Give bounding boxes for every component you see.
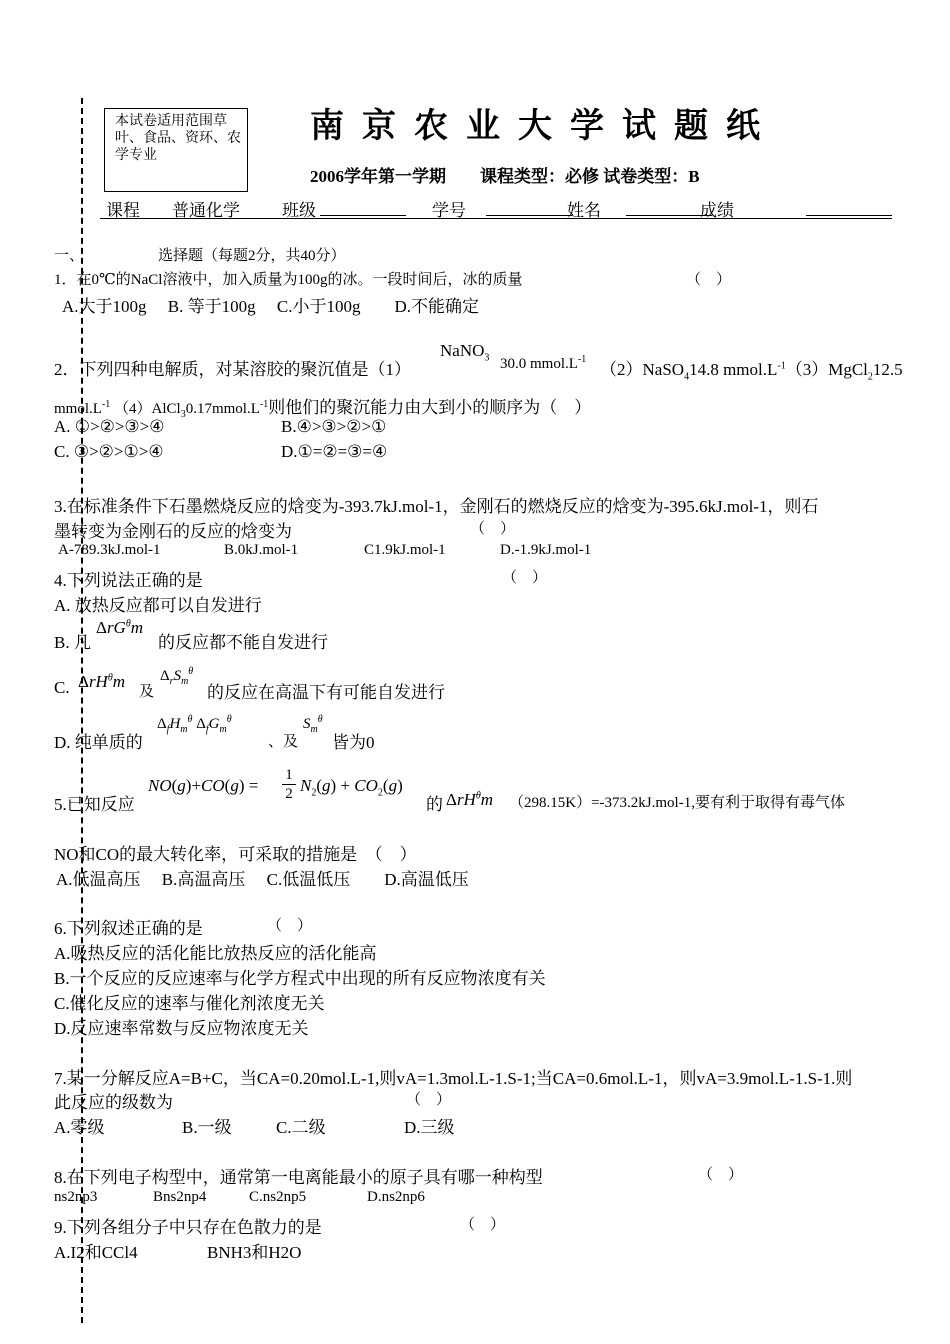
q3-option-c: C1.9kJ.mol-1 [364, 542, 446, 558]
q5-enthalpy-symbol: ΔrH$^\theta$m [446, 790, 494, 809]
q7-option-c: C.二级 [276, 1118, 326, 1137]
q4-option-c-suffix: 的反应在高温下有可能自发进行 [207, 683, 445, 702]
q9-answer-paren: （ ） [460, 1217, 506, 1233]
q8-answer-paren: （ ） [698, 1167, 744, 1183]
q4-option-b-suffix: 的反应都不能自发进行 [158, 633, 328, 652]
q7-stem-line1: 7.某一分解反应A=B+C，当CA=0.20mol.L-1,则vA=1.3mol.L-1.S-1;当CA=0.6mol.L-1，则vA=3.9mol.L-1.S-1.则 [54, 1069, 853, 1088]
q4-option-a: A. 放热反应都可以自发进行 [54, 596, 262, 615]
q2-nano3 [440, 341, 490, 364]
q4-option-d-and: 、及 [268, 734, 299, 750]
q3-option-b: B.0kJ.mol-1 [224, 542, 299, 558]
q6-answer-paren: （ ） [267, 918, 313, 934]
q5-stem-prefix: 5.已知反应 [54, 795, 135, 814]
q4-option-c-formula2: $\Delta_rS_m^\theta$ [160, 666, 194, 687]
q2-option-b: B.④>③>②>① [281, 417, 387, 436]
q5-options: A.低温高压 B.高温高压 C.低温低压 D.高温低压 [56, 870, 469, 889]
q2-conc3: 12.5 [872, 360, 903, 379]
q2-nano3-text: NaNO [440, 341, 485, 360]
q8-option-a: ns2np3 [54, 1189, 98, 1205]
q2-nano3-sub: 3 [484, 352, 490, 364]
q4-option-c-and: 及 [139, 684, 155, 700]
q8-option-b: Bns2np4 [153, 1189, 207, 1205]
q9-option-a: A.I2和CCl4 [54, 1243, 138, 1262]
class-field[interactable] [320, 215, 406, 216]
q7-option-d: D.三级 [404, 1118, 455, 1137]
class-label: 班级 [282, 201, 316, 220]
q2-option-d: D.①=②=③=④ [281, 442, 388, 461]
q4-answer-paren: （ ） [502, 570, 548, 586]
q4-option-b-formula: ΔrG$^\theta$m [96, 618, 144, 637]
q7-option-a: A.零级 [54, 1118, 105, 1137]
q5-equation-rhs: $N_2(g) + CO_2(g)$ [300, 776, 403, 799]
section-number: 一、 [54, 248, 85, 264]
q4-option-b-prefix: B. 凡 [54, 633, 91, 652]
name-label: 姓名 [567, 201, 601, 220]
student-id-field[interactable] [486, 215, 572, 216]
q3-stem-line2: 墨转变为金刚石的反应的焓变为 [54, 522, 292, 541]
q2-option-a: A. ①>②>③>④ [54, 417, 165, 436]
q9-stem: 9.下列各组分子中只存在色散力的是 [54, 1218, 322, 1237]
q4-stem: 4.下列说法正确的是 [54, 571, 203, 590]
q2-alcl3: （4）AlCl [114, 401, 181, 417]
q4-option-d-formula1: $\Delta_fH_m^\theta$ $\Delta_fG_m^\theta$ [157, 714, 232, 735]
q3-answer-paren: （ ） [470, 521, 516, 537]
q5-fraction: 1 2 [282, 766, 296, 803]
q2-unit: mmol.L [54, 401, 102, 417]
scope-box: 本试卷适用范围草叶、食品、资环、农学专业 [104, 108, 248, 192]
q5-equation: NO(g)+CO(g) = [148, 776, 259, 795]
q4-option-c-formula1: ΔrH$^\theta$m [78, 672, 126, 691]
q4-option-d-suffix: 皆为0 [332, 733, 375, 752]
q4-option-d-formula2: $S_m^\theta$ [303, 714, 323, 735]
q5-stem-de: 的 [426, 795, 443, 814]
q1-stem: 1．在0℃的NaCl溶液中，加入质量为100g的冰。一段时间后，冰的质量 [54, 272, 523, 288]
q2-stem-line2: $mmol.L^{-1}$ $(4)AlCl_30.17mmol.L^{-1}$则他们的聚沉能力由大到小的顺序为（ ） [54, 398, 592, 420]
header-rule [100, 218, 892, 219]
q5-stem-suffix: （298.15K）=-373.2kJ.mol-1,要有利于取得有毒气体 [509, 795, 845, 811]
q6-stem: 6.下列叙述正确的是 [54, 919, 203, 938]
q6-option-a: A.吸热反应的活化能比放热反应的活化能高 [54, 944, 377, 963]
q1-options: A.大于100g B. 等于100g C.小于100g D.不能确定 [62, 297, 479, 316]
q2-option-c: C. ③>②>①>④ [54, 442, 164, 461]
q7-answer-paren: （ ） [406, 1092, 452, 1108]
q2-naso4: （2）NaSO [600, 360, 685, 379]
q8-option-c: C.ns2np5 [249, 1189, 307, 1205]
q4-option-c-prefix: C. [54, 678, 70, 697]
q2-stem-part3: （2）NaSO$_4$14.8 $mmol.L^{-1}(3)MgCl_212.5$ [600, 360, 903, 383]
score-field[interactable] [806, 215, 892, 216]
q6-option-b: B.一个反应的反应速率与化学方程式中出现的所有反应物浓度有关 [54, 969, 546, 988]
q2-conc4: 0.17mmol.L [185, 401, 260, 417]
q1-answer-paren: （ ） [686, 272, 732, 288]
q7-option-b: B.一级 [182, 1118, 232, 1137]
course-label: 课程 [106, 201, 140, 220]
course-value: 普通化学 [172, 201, 240, 220]
q3-option-d: D.-1.9kJ.mol-1 [500, 542, 592, 558]
q4-option-d-prefix: D. 纯单质的 [54, 733, 143, 752]
q6-option-d: D.反应速率常数与反应物浓度无关 [54, 1019, 309, 1038]
q7-stem-line2: 此反应的级数为 [54, 1093, 173, 1112]
q2-conc2: 14.8 mmol.L [689, 360, 778, 379]
q3-stem-line1: 3.在标准条件下石墨燃烧反应的焓变为-393.7kJ.mol-1，金刚石的燃烧反应的焓变为-395.6kJ.mol-1，则石 [54, 497, 819, 516]
q3-option-a: A-789.3kJ.mol-1 [58, 542, 161, 558]
page-title: 南京农业大学试题纸 [310, 108, 778, 145]
student-id-label: 学号 [432, 201, 466, 220]
q8-option-d: D.ns2np6 [367, 1189, 425, 1205]
q5-stem-line2: NO和CO的最大转化率，可采取的措施是 （ ） [54, 845, 417, 864]
q2-stem-part1: 2．下列四种电解质，对某溶胶的聚沉值是（1） [54, 360, 411, 379]
q2-mgcl2: （3）MgCl [785, 360, 868, 379]
section-title: 选择题（每题2分，共40分） [158, 248, 346, 264]
q9-option-b: BNH3和H2O [207, 1243, 302, 1262]
q2-conc1: 30.0 mmol.L [500, 356, 578, 372]
q2-stem-part2: 30.0 $mmol.L^{-1}$ [500, 354, 587, 372]
exam-subtitle: 2006学年第一学期 课程类型：必修 试卷类型：B [310, 167, 700, 186]
score-label: 成绩 [700, 201, 734, 220]
q8-stem: 8.在下列电子构型中，通常第一电离能最小的原子具有哪一种构型 [54, 1168, 543, 1187]
q6-option-c: C.催化反应的速率与催化剂浓度无关 [54, 994, 325, 1013]
q2-question: 则他们的聚沉能力由大到小的顺序为（ ） [268, 398, 592, 417]
